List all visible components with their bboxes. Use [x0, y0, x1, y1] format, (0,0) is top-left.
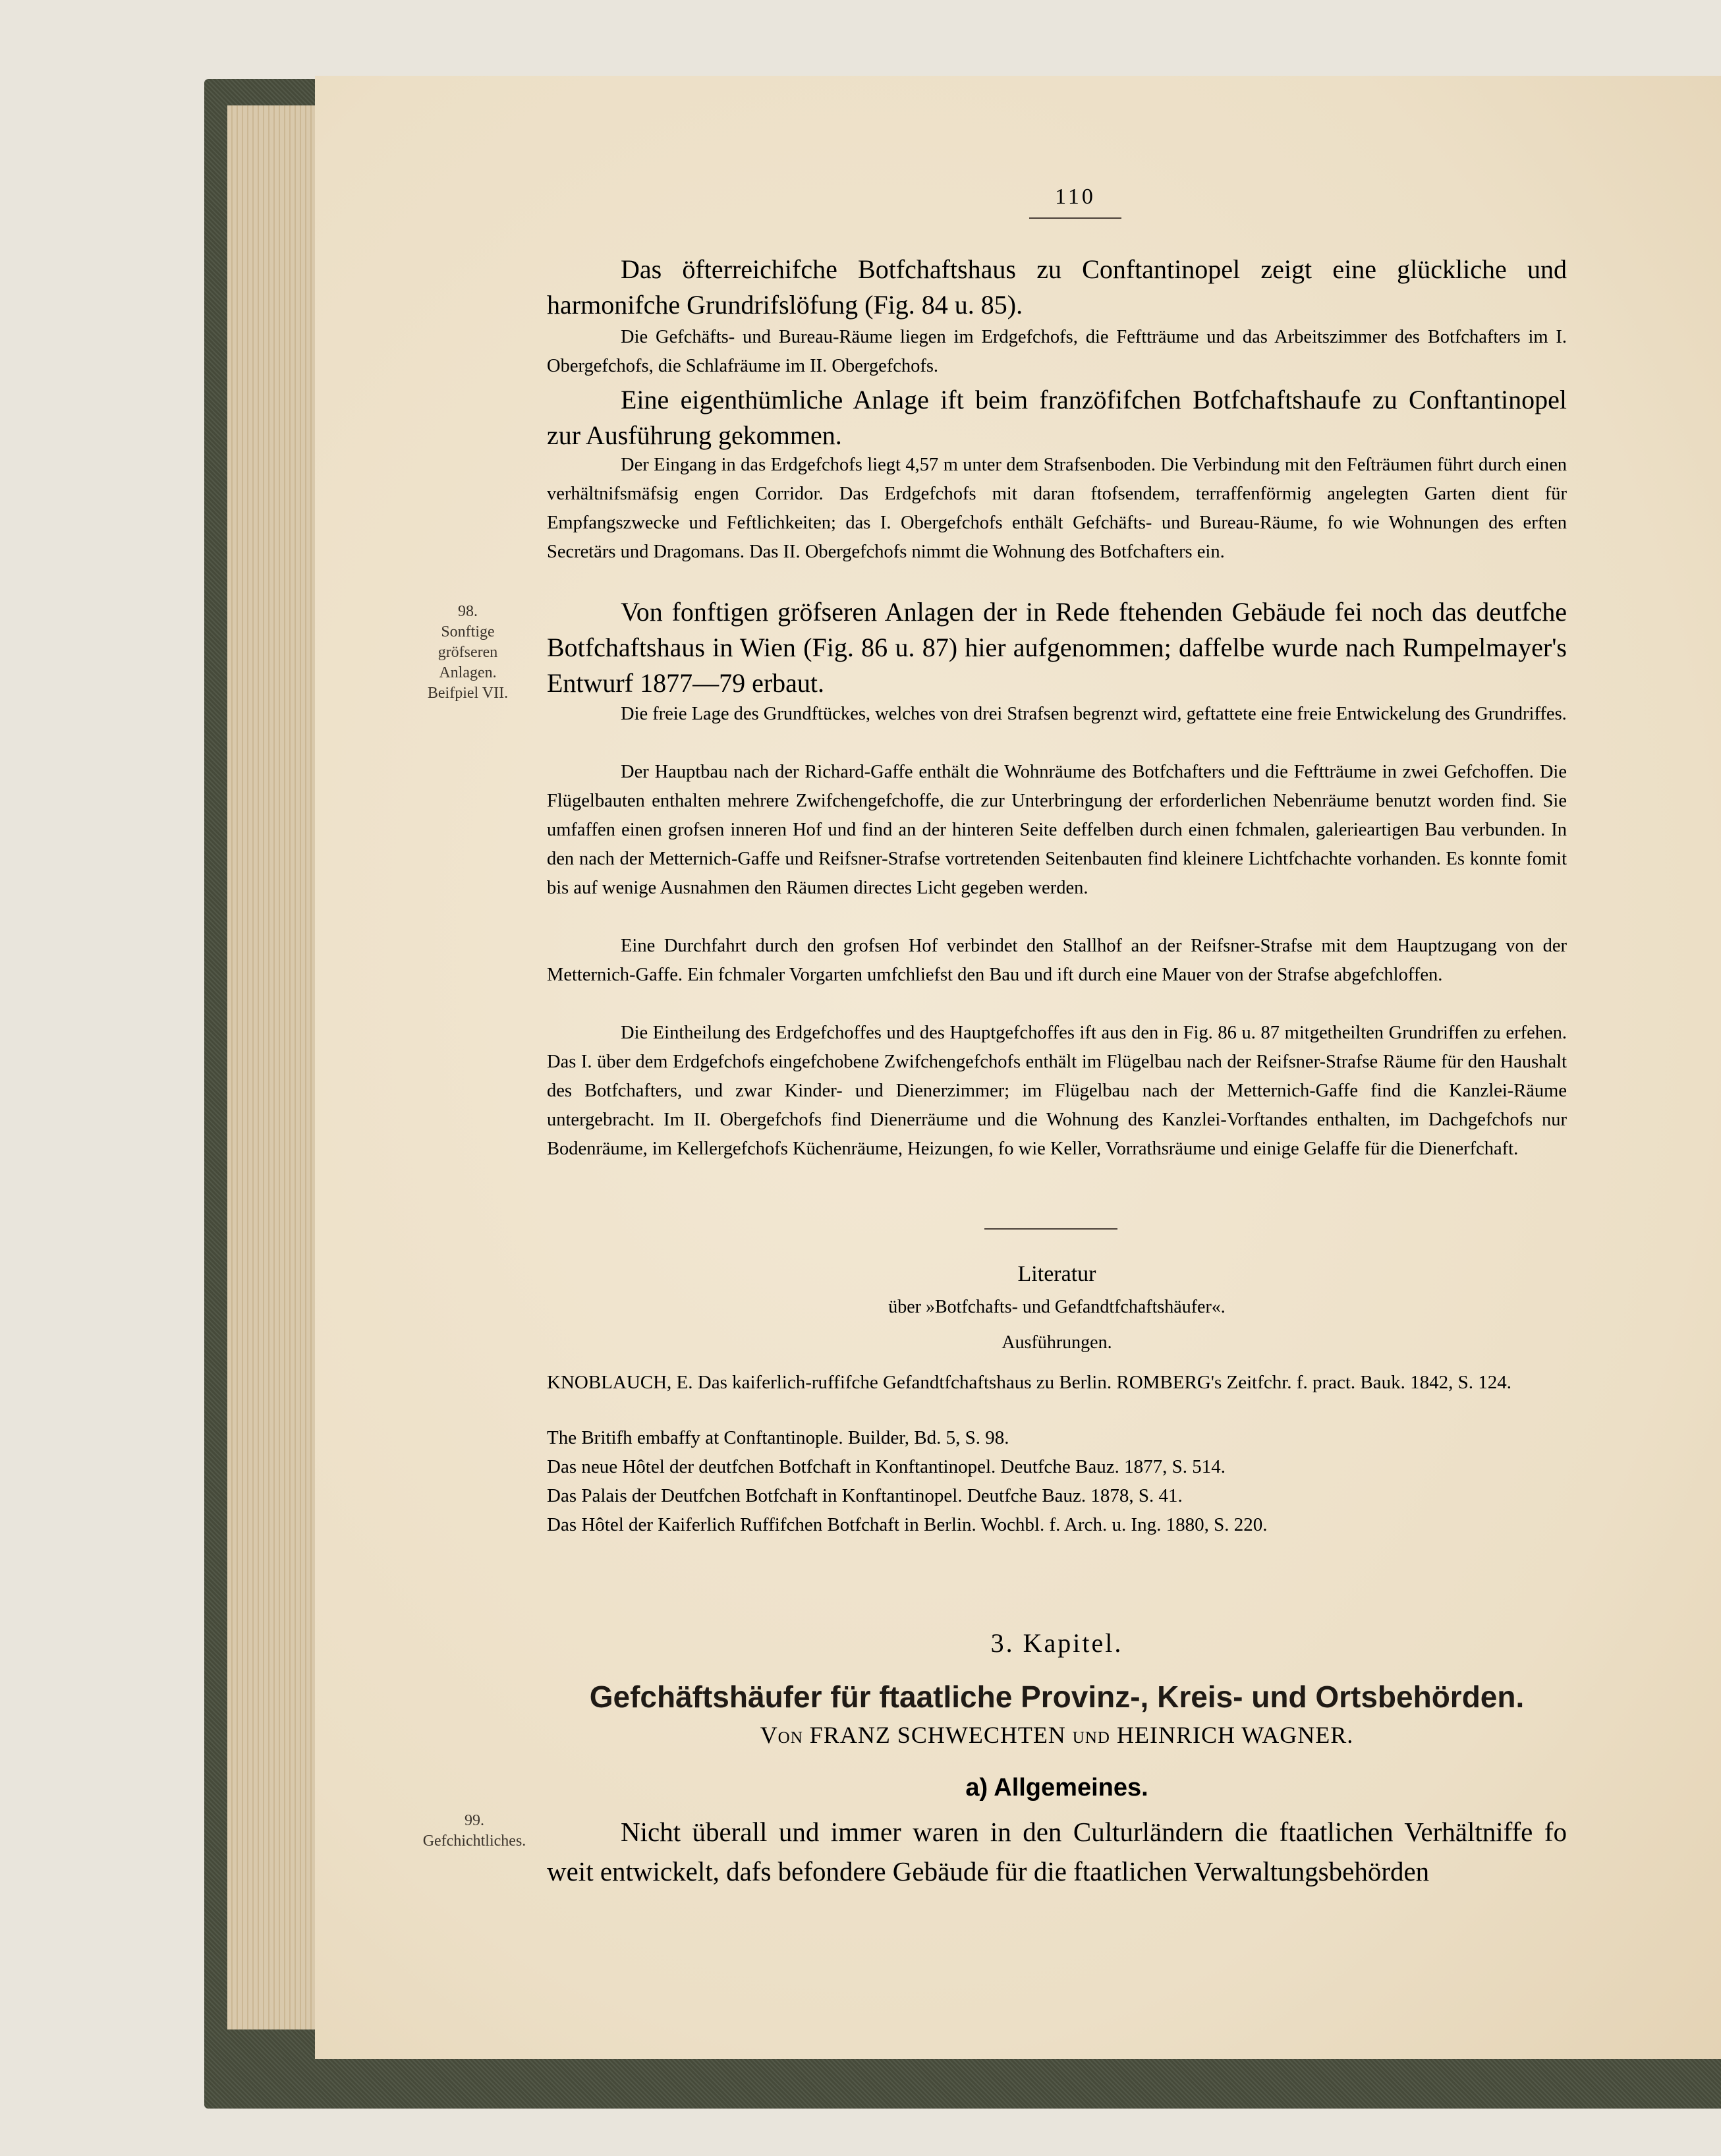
page-number: 110 [1055, 184, 1096, 209]
paragraph-austrian-rooms: Die Gefchäfts- und Bureau-Räume liegen im Erdgefchofs, die Feftträume und das Arbeitszimmer des Botfchafters im I. Obergefchofs, die Schlafräume im II. Obergefchofs. [547, 327, 1567, 376]
section-divider [984, 1228, 1117, 1230]
margin-note-line: Gefchichtliches. [422, 1832, 526, 1850]
margin-note-line: 98. [458, 603, 478, 620]
paragraph-chapter-intro: Nicht überall und immer waren in den Culturländern die ftaatlichen Verhältniffe fo weit entwickelt, dafs befondere Gebäude für die ftaatlichen Verwaltungsbehörden [547, 1817, 1567, 1886]
literature-entry: Das Hôtel der Kaiferlich Ruffifchen Botfchaft in Berlin. Wochbl. f. Arch. u. Ing. 1880, S. 220. [547, 1514, 1268, 1535]
literature-entry: Das neue Hôtel der deutfchen Botfchaft in Konftantinopel. Deutfche Bauz. 1877, S. 514. [547, 1456, 1226, 1477]
margin-note-line: gröfseren [437, 644, 498, 661]
page-edges [227, 105, 326, 2029]
margin-note-line: Sonftige [441, 623, 495, 640]
paragraph-german-embassy-vienna: Von fonftigen gröfseren Anlagen der in Rede ftehenden Gebäude fei noch das deutfche Botfchaftshaus in Wien (Fig. 86 u. 87) hier aufgenommen; daffelbe wurde nach Rumpelmayer's Entwurf 1877—79 erbaut. [547, 597, 1567, 698]
margin-note-98 [415, 602, 521, 704]
paragraph-floor-division: Die Eintheilung des Erdgefchoffes und des Hauptgefchoffes ift aus den in Fig. 86 u. 87 mitgetheilten Grundriffen zu erfehen. Das I. über dem Erdgefchofs eingefchobene Zwifchengefchofs enthält im Flügelbau nach der Reifsner-Strafse Räume für den Haushalt des Botfchafters, und zwar Kinder- und Dienerzimmer; im Flügelbau nach der Metternich-Gaffe find die Kanzlei-Räume untergebracht. Im II. Obergefchofs find Dienerräume und die Wohnung des Kanzlei-Vorftandes enthalten, im Dachgefchofs nur Bodenräume, im Kellergefchofs Küchenräume, Heizungen, fo wie Keller, Vorrathsräume und einige Gelaffe für die Dienerfchaft. [547, 1023, 1567, 1159]
literature-title: Literatur [1017, 1262, 1096, 1286]
section-heading: a) Allgemeines. [965, 1774, 1148, 1801]
paragraph-main-building: Der Hauptbau nach der Richard-Gaffe enthält die Wohnräume des Botfchafters und die Feftträume in zwei Gefchoffen. Die Flügelbauten enthalten mehrere Zwifchengefchoffe, die zur Unterbringung der erforderlichen Nebenräume benutzt worden find. Sie umfaffen einen grofsen inneren Hof und find an der hinteren Seite deffelben durch einen fchmalen, galerieartigen Bau verbunden. In den nach der Metternich-Gaffe und Reifsner-Strafse vortretenden Seitenbauten find kleinere Lichtfchachte vorhanden. Es konnte fomit bis auf wenige Ausnahmen den Räumen directes Licht gegeben werden. [547, 762, 1567, 898]
page-number-rule [1029, 217, 1121, 219]
chapter-title: Gefchäftshäufer für ftaatliche Provinz-, Kreis- und Ortsbehörden. [589, 1680, 1525, 1714]
paragraph-austrian-embassy: Das öfterreichifche Botfchaftshaus zu Conftantinopel zeigt eine glückliche und harmonifche Grundrifslöfung (Fig. 84 u. 85). [547, 254, 1567, 320]
margin-note-line: Anlagen. [439, 664, 497, 681]
literature-entry: Das Palais der Deutfchen Botfchaft in Konftantinopel. Deutfche Bauz. 1878, S. 41. [547, 1485, 1183, 1506]
paragraph-french-details: Der Eingang in das Erdgefchofs liegt 4,57 m unter dem Strafsenboden. Die Verbindung mit den Feſträumen führt durch einen verhältnifsmäfsig engen Corridor. Das Erdgefchofs mit daran ftofsendem, terraffenförmig angelegten Garten dient für Empfangszwecke und Feftlichkeiten; das I. Obergefchofs enthält Gefchäfts- und Bureau-Räume, fo wie Wohnungen des erften Secretärs und Dragomans. Das II. Obergefchofs nimmt die Wohnung des Botfchafters ein. [547, 455, 1567, 562]
chapter-number: 3. Kapitel. [990, 1628, 1123, 1658]
chapter-authors: Von FRANZ SCHWECHTEN und HEINRICH WAGNER. [760, 1722, 1354, 1748]
paragraph-passage: Eine Durchfahrt durch den grofsen Hof verbindet den Stallhof an der Reifsner-Strafse mit dem Hauptzugang von der Metternich-Gaffe. Ein fchmaler Vorgarten umfchliefst den Bau und ift durch eine Mauer von der Strafse abgefchloffen. [547, 936, 1567, 985]
margin-note-line: 99. [465, 1812, 484, 1829]
literature-subtitle: über »Botfchafts- und Gefandtfchaftshäufer«. [888, 1297, 1226, 1317]
margin-note-99 [409, 1811, 540, 1852]
literature-entry: The Britifh embaffy at Conftantinople. Builder, Bd. 5, S. 98. [547, 1427, 1009, 1448]
paragraph-site: Die freie Lage des Grundftückes, welches von drei Strafsen begrenzt wird, geftattete eine freie Entwickelung des Grundriffes. [621, 704, 1567, 724]
margin-note-line: Beifpiel VII. [427, 685, 509, 702]
paragraph-french-embassy: Eine eigenthümliche Anlage ift beim franzöfifchen Botfchaftshaufe zu Conftantinopel zur Ausführung gekommen. [547, 385, 1567, 450]
literature-entry: KNOBLAUCH, E. Das kaiferlich-ruffifche Gefandtfchaftshaus zu Berlin. ROMBERG's Zeitfchr. f. pract. Bauk. 1842, S. 124. [547, 1372, 1512, 1393]
literature-section: Ausführungen. [1002, 1332, 1112, 1353]
